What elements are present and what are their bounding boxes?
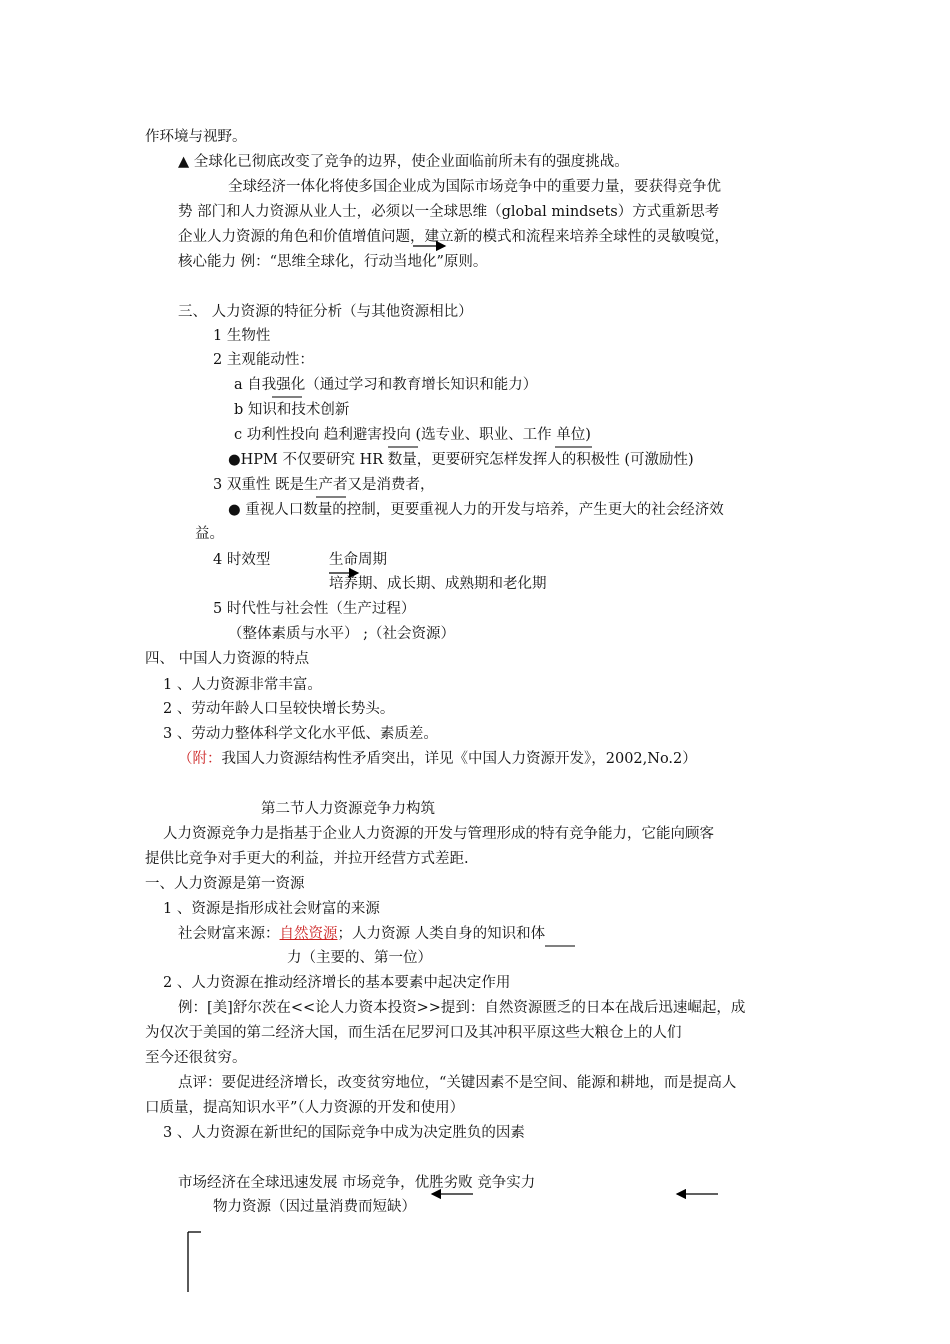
section-heading: 四、 中国人力资源的特点 bbox=[145, 651, 310, 667]
bullet-line: ● 重视人口数量的控制，更要重视人力的开发与培养，产生更大的社会经济效 bbox=[228, 502, 724, 518]
list-item: 4 时效型 bbox=[213, 552, 271, 568]
list-item: 5 时代性与社会性（生产过程） bbox=[213, 601, 416, 617]
sub-item: c 功利性投向 趋利避害投向 (选专业、职业、工作 单位) bbox=[234, 427, 591, 443]
text-line: 生命周期 bbox=[329, 552, 387, 568]
list-item: 2 主观能动性： bbox=[213, 352, 314, 368]
note-prefix: （附： bbox=[178, 751, 222, 767]
text-line: 益。 bbox=[195, 526, 224, 542]
list-item: 3 、人力资源在新世纪的国际竞争中成为决定胜负的因素 bbox=[163, 1125, 525, 1141]
text-line: 为仅次于美国的第二经济大国，而生活在尼罗河口及其冲积平原这些大粮仓上的人们 bbox=[145, 1025, 682, 1041]
section-title: 第二节人力资源竞争力构筑 bbox=[261, 801, 435, 817]
text-line: 至今还很贫穷。 bbox=[145, 1050, 247, 1066]
text-line: 核心能力 例：“思维全球化，行动当地化”原则。 bbox=[178, 254, 488, 270]
list-item: 2 、劳动年龄人口呈较快增长势头。 bbox=[163, 701, 395, 717]
list-item: 1 生物性 bbox=[213, 328, 271, 344]
text-line: 口质量，提高知识水平”（人力资源的开发和使用） bbox=[145, 1100, 465, 1116]
bullet-line: ▲ 全球化已彻底改变了竞争的边界，使企业面临前所未有的强度挑战。 bbox=[178, 154, 629, 170]
list-item: 1 、人力资源非常丰富。 bbox=[163, 677, 322, 693]
section-heading: 一、人力资源是第一资源 bbox=[145, 876, 305, 892]
text-line: 作环境与视野。 bbox=[145, 129, 247, 145]
text-line: 全球经济一体化将使多国企业成为国际市场竞争中的重要力量，要获得竞争优 bbox=[228, 179, 721, 195]
list-item: 1 、资源是指形成社会财富的来源 bbox=[163, 901, 380, 917]
text-span: 社会财富来源： bbox=[178, 926, 280, 942]
text-line: 培养期、成长期、成熟期和老化期 bbox=[329, 576, 547, 592]
text-line: 点评：要促进经济增长，改变贫穷地位，“关键因素不是空间、能源和耕地，而是提高人 bbox=[178, 1075, 737, 1091]
text-span: ；人力资源 人类自身的知识和体 bbox=[337, 926, 546, 942]
section-heading: 三、 人力资源的特征分析（与其他资源相比） bbox=[178, 304, 473, 320]
text-line: 提供比竞争对手更大的利益，并拉开经营方式差距. bbox=[145, 851, 469, 867]
text-line: 人力资源竞争力是指基于企业人力资源的开发与管理形成的特有竞争能力，它能向顾客 bbox=[163, 826, 714, 842]
note-text: 我国人力资源结构性矛盾突出，详见《中国人力资源开发》，2002,No.2） bbox=[221, 751, 697, 767]
sub-item: a 自我强化（通过学习和教育增长知识和能力） bbox=[234, 377, 538, 393]
text-line: 例：[美]舒尔茨在<<论人力资本投资>>提到：自然资源匮乏的日本在战后迅速崛起，成 bbox=[178, 1000, 746, 1016]
bullet-line: ●HPM 不仅要研究 HR 数量，更要研究怎样发挥人的积极性 (可激励性) bbox=[228, 452, 694, 468]
text-line: 物力资源（因过量消费而短缺） bbox=[213, 1199, 416, 1215]
text-line: 势 部门和人力资源从业人士，必须以一全球思维（global mindsets）方式重新思考 bbox=[178, 204, 720, 220]
text-line: 市场经济在全球迅速发展 市场竞争，优胜劣败 竞争实力 bbox=[178, 1175, 536, 1191]
text-line: （整体素质与水平） ;（社会资源） bbox=[228, 626, 455, 642]
text-line: 企业人力资源的角色和价值增值问题，建立新的模式和流程来培养全球性的灵敏嗅觉， bbox=[178, 229, 729, 245]
sub-item: b 知识和技术创新 bbox=[234, 402, 350, 418]
list-item: 2 、人力资源在推动经济增长的基本要素中起决定作用 bbox=[163, 975, 511, 991]
list-item: 3 双重性 既是生产者又是消费者， bbox=[213, 477, 435, 493]
highlight-link: 自然资源 bbox=[279, 926, 338, 942]
text-line: 力（主要的、第一位） bbox=[287, 950, 432, 966]
list-item: 3 、劳动力整体科学文化水平低、素质差。 bbox=[163, 726, 438, 742]
